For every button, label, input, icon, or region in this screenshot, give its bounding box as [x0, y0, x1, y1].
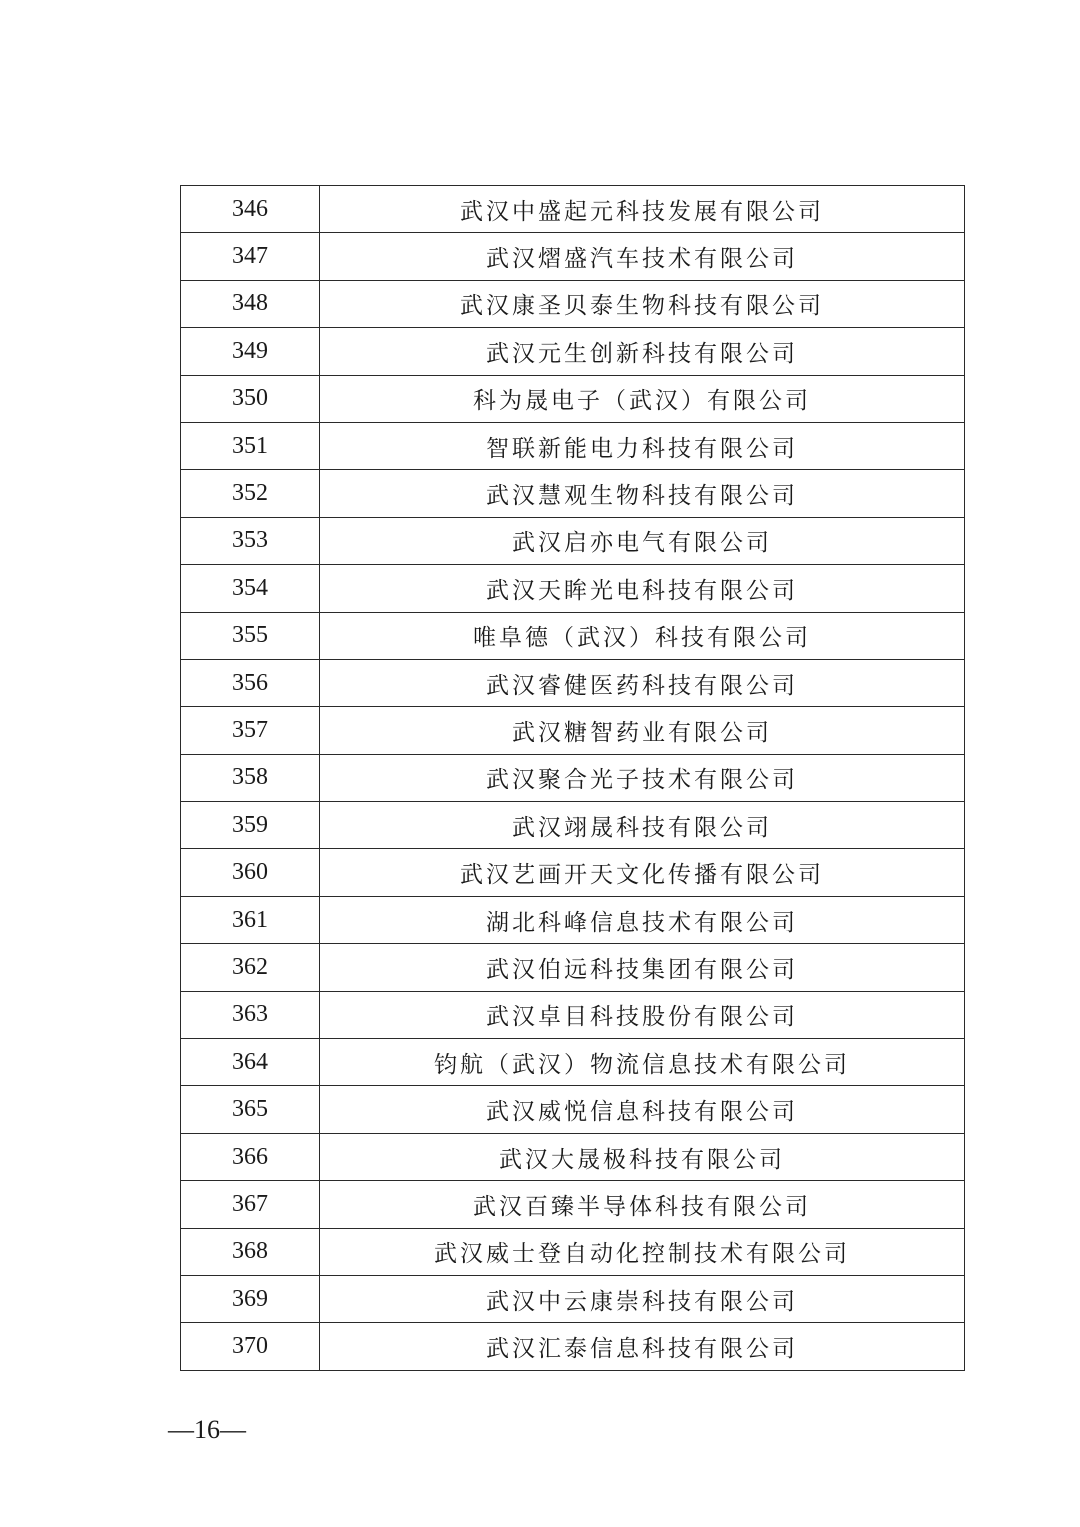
- company-name: 武汉卓目科技股份有限公司: [320, 991, 965, 1038]
- table-row: [181, 375, 965, 422]
- table-row: [181, 565, 965, 612]
- company-name: 唯阜德（武汉）科技有限公司: [320, 612, 965, 659]
- row-number: 364: [181, 1039, 320, 1086]
- table-row: [181, 754, 965, 801]
- table-row: [181, 1039, 965, 1086]
- company-name: 湖北科峰信息技术有限公司: [320, 896, 965, 943]
- company-name: 武汉中云康崇科技有限公司: [320, 1275, 965, 1322]
- company-name: 武汉汇泰信息科技有限公司: [320, 1323, 965, 1370]
- page-number: —16—: [168, 1415, 246, 1444]
- row-number: 361: [181, 896, 320, 943]
- table-row: [181, 1086, 965, 1133]
- table-row: [181, 612, 965, 659]
- company-name: 武汉百臻半导体科技有限公司: [320, 1181, 965, 1228]
- row-number: 359: [181, 802, 320, 849]
- company-list-body: [181, 186, 965, 1371]
- company-name: 武汉艺画开天文化传播有限公司: [320, 849, 965, 896]
- row-number: 366: [181, 1133, 320, 1180]
- row-number: 353: [181, 517, 320, 564]
- company-name: 武汉中盛起元科技发展有限公司: [320, 186, 965, 233]
- company-name: 武汉睿健医药科技有限公司: [320, 659, 965, 706]
- table-row: [181, 896, 965, 943]
- table-row: [181, 707, 965, 754]
- company-name: 武汉熠盛汽车技术有限公司: [320, 233, 965, 280]
- row-number: 348: [181, 280, 320, 327]
- company-name: 武汉伯远科技集团有限公司: [320, 944, 965, 991]
- company-name: 武汉威悦信息科技有限公司: [320, 1086, 965, 1133]
- row-number: 357: [181, 707, 320, 754]
- row-number: 370: [181, 1323, 320, 1370]
- row-number: 355: [181, 612, 320, 659]
- row-number: 354: [181, 565, 320, 612]
- table-row: [181, 1181, 965, 1228]
- table-row: [181, 1228, 965, 1275]
- table-row: [181, 991, 965, 1038]
- company-name: 武汉翊晟科技有限公司: [320, 802, 965, 849]
- row-number: 349: [181, 328, 320, 375]
- table-row: [181, 328, 965, 375]
- table-row: [181, 1275, 965, 1322]
- row-number: 346: [181, 186, 320, 233]
- company-name: 武汉启亦电气有限公司: [320, 517, 965, 564]
- row-number: 369: [181, 1275, 320, 1322]
- row-number: 347: [181, 233, 320, 280]
- company-name: 武汉慧观生物科技有限公司: [320, 470, 965, 517]
- table-row: [181, 659, 965, 706]
- company-name: 钧航（武汉）物流信息技术有限公司: [320, 1039, 965, 1086]
- company-name: 武汉康圣贝泰生物科技有限公司: [320, 280, 965, 327]
- table-row: [181, 1133, 965, 1180]
- row-number: 363: [181, 991, 320, 1038]
- company-name: 武汉大晟极科技有限公司: [320, 1133, 965, 1180]
- company-name: 智联新能电力科技有限公司: [320, 422, 965, 469]
- row-number: 367: [181, 1181, 320, 1228]
- table-row: [181, 280, 965, 327]
- company-list-table: [180, 185, 965, 1371]
- row-number: 360: [181, 849, 320, 896]
- row-number: 352: [181, 470, 320, 517]
- table-row: [181, 944, 965, 991]
- table-row: [181, 470, 965, 517]
- table-row: [181, 517, 965, 564]
- row-number: 351: [181, 422, 320, 469]
- row-number: 368: [181, 1228, 320, 1275]
- table-row: [181, 233, 965, 280]
- company-name: 科为晟电子（武汉）有限公司: [320, 375, 965, 422]
- company-name: 武汉聚合光子技术有限公司: [320, 754, 965, 801]
- company-name: 武汉糖智药业有限公司: [320, 707, 965, 754]
- table-row: [181, 849, 965, 896]
- company-name: 武汉天眸光电科技有限公司: [320, 565, 965, 612]
- row-number: 356: [181, 659, 320, 706]
- table-row: [181, 186, 965, 233]
- table-row: [181, 1323, 965, 1370]
- row-number: 365: [181, 1086, 320, 1133]
- row-number: 358: [181, 754, 320, 801]
- row-number: 350: [181, 375, 320, 422]
- table-row: [181, 422, 965, 469]
- company-name: 武汉威士登自动化控制技术有限公司: [320, 1228, 965, 1275]
- row-number: 362: [181, 944, 320, 991]
- company-name: 武汉元生创新科技有限公司: [320, 328, 965, 375]
- table-row: [181, 802, 965, 849]
